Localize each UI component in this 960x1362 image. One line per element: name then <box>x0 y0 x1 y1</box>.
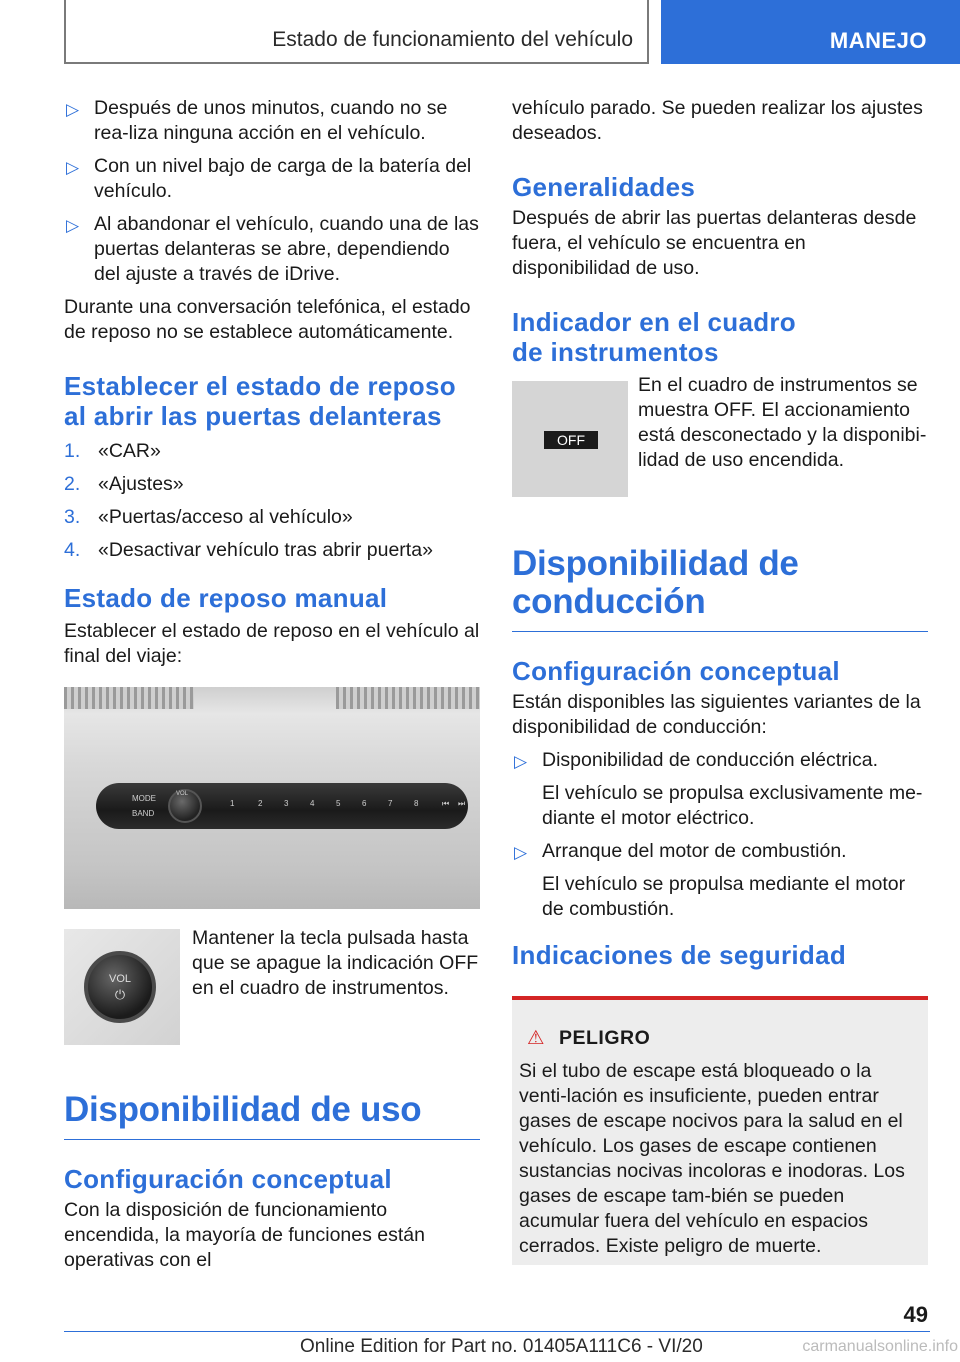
paragraph: Mantener la tecla pulsada hasta que se apague la indicación OFF en el cuadro de instrumentos. <box>192 927 479 999</box>
triangle-bullet-icon: ▷ <box>66 216 80 235</box>
step-item: 3. «Puertas/acceso al vehículo» <box>64 506 353 528</box>
triangle-bullet-icon: ▷ <box>514 752 528 771</box>
triangle-bullet-icon: ▷ <box>66 100 80 119</box>
knob-instruction <box>64 929 480 1045</box>
step-item: 4. «Desactivar vehículo tras abrir puerta» <box>64 539 433 561</box>
warning-heading: ⚠ PELIGRO <box>527 1027 651 1049</box>
watermark: carmanualsonline.info <box>802 1338 958 1355</box>
instrument-cluster-photo <box>512 381 628 497</box>
section-heading: Indicador en el cuadro de instrumentos <box>512 307 796 367</box>
section-title: Estado de funcionamiento del vehículo <box>272 28 633 51</box>
warning-triangle-icon: ⚠ <box>527 1027 545 1049</box>
chapter-tab <box>661 0 960 64</box>
air-vent <box>336 687 480 709</box>
power-knob-icon: VOL ⏻ <box>84 951 156 1023</box>
paragraph: vehículo parado. Se pueden realizar los ajustes deseados. <box>512 97 923 144</box>
radio-panel-photo <box>64 687 480 909</box>
section-heading: Configuración conceptual <box>64 1164 392 1194</box>
air-vent <box>64 687 194 709</box>
danger-warning-box <box>512 996 928 1265</box>
left-column <box>64 96 480 1273</box>
paragraph: Con la disposición de funcionamiento encendida, la mayoría de funciones están operativas con el <box>64 1199 425 1271</box>
section-heading: Configuración conceptual <box>512 656 840 686</box>
step-item: 2. «Ajustes» <box>64 473 184 495</box>
list-item: ▷ Disponibilidad de conducción eléctrica. El vehículo se propulsa exclusivamente me-diante el motor eléctrico. <box>514 749 923 829</box>
section-heading: Indicaciones de seguridad <box>512 940 847 970</box>
steps-list <box>64 439 480 563</box>
triangle-bullet-icon: ▷ <box>66 158 80 177</box>
bullet-list <box>512 748 928 922</box>
paragraph: Durante una conversación telefónica, el estado de reposo no se establece automáticamente. <box>64 296 471 343</box>
list-item: ▷ Arranque del motor de combustión. El vehículo se propulsa mediante el motor de combustión. <box>514 840 906 920</box>
chapter-heading: Disponibilidad de conducción <box>512 545 928 632</box>
list-item: ▷ Al abandonar el vehículo, cuando una de las puertas delanteras se abre, dependiendo del ajuste a través de iDrive. <box>66 213 479 285</box>
volume-knob-photo <box>64 929 180 1045</box>
footer-divider <box>64 1331 930 1332</box>
edition-note: Online Edition for Part no. 01405A111C6 - VI/20 <box>300 1336 703 1357</box>
off-indicator-block <box>512 373 928 497</box>
list-item: ▷ Después de unos minutos, cuando no se rea-liza ninguna acción en el vehículo. <box>66 97 448 144</box>
off-indicator-badge: OFF <box>544 431 598 449</box>
paragraph: Están disponibles las siguientes variantes de la disponibilidad de conducción: <box>512 691 921 738</box>
paragraph: En el cuadro de instrumentos se muestra OFF. El accionamiento está desconectado y la disponibi-lidad de uso encendida. <box>638 374 927 471</box>
radio-control-bar: MODE BAND VOL 1 2 3 4 5 6 7 8 ⏮ ⏭ <box>96 783 468 829</box>
paragraph: Después de abrir las puertas delanteras desde fuera, el vehículo se encuentra en disponibilidad de uso. <box>512 207 917 279</box>
section-heading: Estado de reposo manual <box>64 583 388 613</box>
paragraph: Establecer el estado de reposo en el vehículo al final del viaje: <box>64 620 480 667</box>
bullet-list <box>64 96 480 287</box>
chapter-heading: Disponibilidad de uso <box>64 1091 480 1140</box>
triangle-bullet-icon: ▷ <box>514 843 528 862</box>
chapter-tab-label: MANEJO <box>829 28 927 53</box>
header-section-box <box>64 0 649 64</box>
section-heading: Generalidades <box>512 172 696 202</box>
warning-text: Si el tubo de escape está bloqueado o la venti-lación es insuficiente, pueden entrar gases de escape nocivos para la salud en el vehículo. Los gases de escape contienen sustancias nocivas incoloras e inodoras. Los gases de escape tam-bién se pueden acumular fuera del vehículo en espacios cerrados. Existe peligro de muerte. <box>519 1060 905 1257</box>
section-heading: Establecer el estado de reposo al abrir las puertas delanteras <box>64 371 456 431</box>
step-item: 1. «CAR» <box>64 440 161 462</box>
page-number: 49 <box>903 1302 928 1327</box>
list-item: ▷ Con un nivel bajo de carga de la batería del vehículo. <box>66 155 472 202</box>
right-column <box>512 96 928 1265</box>
